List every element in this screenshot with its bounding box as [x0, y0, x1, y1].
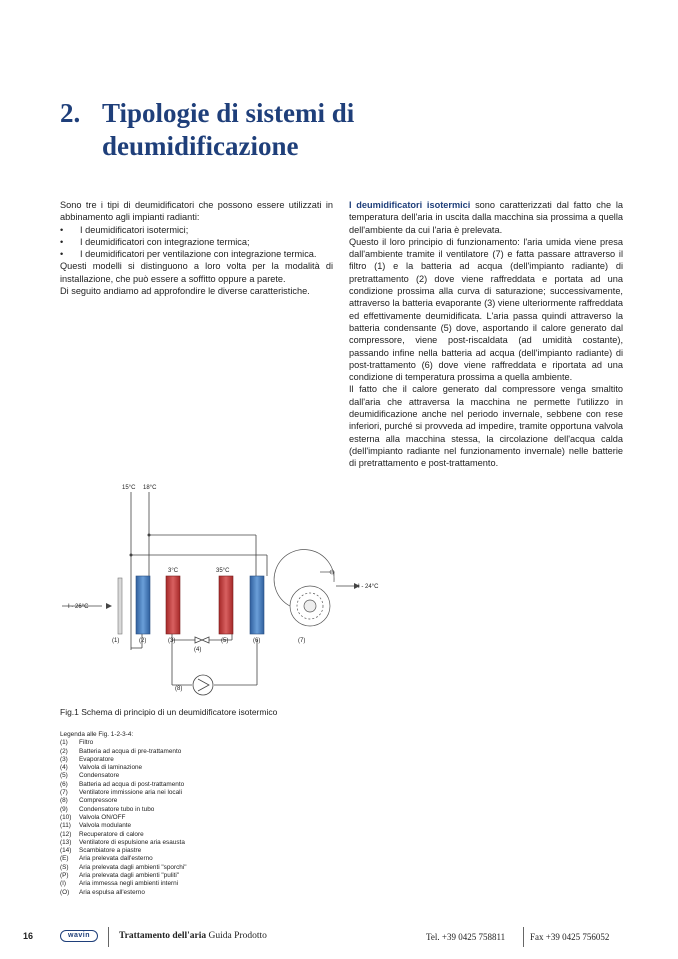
- legend-text: Compressore: [79, 797, 118, 805]
- intro-paragraph: Sono tre i tipi di deumidificatori che possono essere utilizzati in abbinamento agli impianti radianti:: [60, 200, 333, 223]
- legend-text: Aria prelevata dall'esterno: [79, 855, 153, 863]
- legend-text: Valvola ON/OFF: [79, 813, 126, 821]
- filter: [118, 578, 122, 634]
- legend-text: Ventilatore immissione aria nei locali: [79, 789, 183, 797]
- legend-code: (S): [60, 863, 69, 871]
- legend-row: [60, 781, 280, 789]
- component-label-3: (3): [168, 638, 176, 644]
- list-item: • I deumidificatori con integrazione termica;: [60, 236, 333, 248]
- figure-caption: Fig.1 Schema di principio di un deumidificatore isotermico: [60, 707, 278, 717]
- legend-text: Evaporatore: [79, 755, 114, 763]
- legend-text: Aria prelevata dagli ambienti "puliti": [79, 872, 180, 880]
- legend-row: [60, 772, 280, 780]
- legend-text: Valvola di laminazione: [79, 764, 143, 772]
- postcooling-coil: [250, 576, 264, 634]
- junction-dots: [130, 534, 151, 557]
- legend-code: (3): [60, 755, 68, 763]
- legend-row: [60, 831, 280, 839]
- legend-row: [60, 748, 280, 756]
- legend-text: Batteria ad acqua di post-trattamento: [79, 780, 185, 788]
- inlet-label: I - 26°C: [68, 604, 89, 610]
- temp-label-cond: 35°C: [216, 568, 230, 574]
- legend-code: (11): [60, 822, 71, 830]
- fax-number: Fax +39 0425 756052: [530, 932, 610, 942]
- legend-code: (8): [60, 797, 68, 805]
- legend-code: (O): [60, 888, 70, 896]
- evaporator: [166, 576, 180, 634]
- legend-row: [60, 822, 280, 830]
- legend-row: [60, 814, 280, 822]
- legend-row: [60, 739, 280, 747]
- component-label-7: (7): [298, 638, 306, 644]
- legend-text: Filtro: [79, 739, 94, 747]
- isothermal-intro: [349, 199, 623, 236]
- legend-text: Scambiatore a piastre: [79, 847, 142, 855]
- component-label-6: (6): [253, 638, 261, 644]
- legend-row: [60, 756, 280, 764]
- legend-row: [60, 806, 280, 814]
- legend-code: (13): [60, 838, 72, 846]
- isothermal-intro-text: sono caratterizzati dal fatto che la temperatura dell'aria in uscita dalla macchina sia prossima a quella dell'ambiente da cui l'aria è prelevata.: [349, 200, 623, 235]
- product-title-bold: Trattamento dell'aria: [119, 931, 207, 941]
- compressor: [193, 675, 213, 695]
- legend-row: [60, 839, 280, 847]
- legend-row: [60, 889, 280, 897]
- legend-text: Batteria ad acqua di pre-trattamento: [79, 747, 182, 755]
- list-item: • I deumidificatori isotermici;: [60, 224, 333, 236]
- temp-label-18: 18°C: [143, 485, 157, 491]
- legend-heading: Legenda alle Fig. 1-2-3-4:: [60, 731, 134, 738]
- legend-row: [60, 847, 280, 855]
- types-list: [60, 224, 333, 261]
- legend-text: Ventilatore di espulsione aria esausta: [79, 838, 185, 846]
- legend-code: (2): [60, 747, 68, 755]
- legend-row: [60, 764, 280, 772]
- highlight-term: I deumidificatori isotermici: [349, 200, 471, 210]
- phone-number: Tel. +39 0425 758811: [426, 932, 506, 942]
- legend-code: (4): [60, 764, 68, 772]
- page-number: 16: [23, 931, 34, 941]
- legend-code: (7): [60, 789, 68, 797]
- left-column: [60, 199, 333, 297]
- fan: [274, 550, 334, 626]
- legend: [60, 731, 280, 897]
- legend-code: (5): [60, 772, 68, 780]
- precooling-coil: [136, 576, 150, 634]
- legend-row: [60, 855, 280, 863]
- component-label-5: (5): [221, 638, 229, 644]
- section-title: Tipologie di sistemi di deumidificazione: [102, 98, 355, 161]
- winter-paragraph: Il fatto che il calore generato dal compressore venga smaltito dall'aria che attraversa la macchina ne permette l'utilizzo in deumidificazione anche nel periodo invernale, sebbene con rese inferiori, purché si provveda ad impedire, tramite opportuna valvola esterna alla macchina stessa, la circolazione dell'acqua calda (dell'impianto radiante nel funzionamento invernale) nelle batterie di pretrattamento e post-trattamento.: [349, 384, 623, 469]
- temp-label-evap: 3°C: [168, 568, 179, 574]
- legend-code: (1): [60, 739, 68, 747]
- right-column: [349, 199, 623, 470]
- list-item: • I deumidificatori per ventilazione con integrazione termica.: [60, 248, 333, 260]
- operation-paragraph: Questo il loro principio di funzionamento: l'aria umida viene presa dall'ambiente tramite il ventilatore (7) e fatta passare attraverso il filtro (1) e la batteria ad acqua (dell'impianto radiante) di pretrattamento (2) dove viene raffreddata e portata ad una condizione prossima alla curva di saturazione; successivamente, attraverso la batteria evaporante (3) viene ulteriormente raffreddata ed effettivamente deumidificata. L'aria passa quindi attraverso la batteria condensante (5) dove, asportando il calore generato dal compressore, viene post-riscaldata (ad umidità costante), passando infine nella batteria ad acqua (dell'impianto radiante) di post-trattamento (6) dove viene raffreddata e riportata ad una condizione di temperatura prossima a quella ambiente.: [349, 236, 623, 383]
- followup-paragraph: Di seguito andiamo ad approfondire le diverse caratteristiche.: [60, 286, 310, 297]
- legend-row: [60, 797, 280, 805]
- legend-row: [60, 864, 280, 872]
- legend-text: Valvola modulante: [79, 822, 132, 830]
- legend-code: (P): [60, 872, 69, 880]
- legend-text: Condensatore: [79, 772, 120, 780]
- legend-row: [60, 789, 280, 797]
- legend-text: Recuperatore di calore: [79, 830, 144, 838]
- component-label-1: (1): [112, 638, 120, 644]
- product-guide-title: [119, 931, 267, 941]
- product-title-rest: Guida Prodotto: [206, 931, 267, 941]
- legend-text: Aria espulsa all'esterno: [79, 888, 145, 896]
- valve-4: [195, 637, 209, 643]
- section-number: 2.: [60, 98, 81, 128]
- footer-divider: [108, 927, 109, 947]
- legend-row: [60, 872, 280, 880]
- isothermal-dehumidifier-diagram: [62, 480, 392, 700]
- legend-code: (6): [60, 780, 68, 788]
- legend-text: Aria immessa negli ambienti interni: [79, 880, 179, 888]
- installation-paragraph: Questi modelli si distinguono a loro volta per la modalità di installazione, che può essere a soffitto oppure a parete.: [60, 261, 333, 284]
- condenser: [219, 576, 233, 634]
- piping-lines: [62, 492, 267, 685]
- legend-text: Aria prelevata dagli ambienti "sporchi": [79, 863, 187, 871]
- legend-code: (E): [60, 855, 69, 863]
- component-label-8: (8): [175, 686, 183, 692]
- legend-code: (14): [60, 847, 72, 855]
- legend-code: (12): [60, 830, 72, 838]
- legend-text: Condensatore tubo in tubo: [79, 805, 155, 813]
- page-footer: [0, 925, 678, 949]
- wavin-logo: wavin: [60, 930, 98, 942]
- temp-label-15: 15°C: [122, 485, 136, 491]
- footer-divider: [523, 927, 524, 947]
- legend-code: (9): [60, 805, 68, 813]
- legend-code: (10): [60, 813, 72, 821]
- legend-code: (I): [60, 880, 67, 888]
- outlet-label: I - 24°C: [358, 584, 379, 590]
- component-label-2: (2): [139, 638, 147, 644]
- inlet-arrow: [106, 603, 112, 609]
- legend-row: [60, 880, 280, 888]
- component-label-4: (4): [194, 647, 202, 653]
